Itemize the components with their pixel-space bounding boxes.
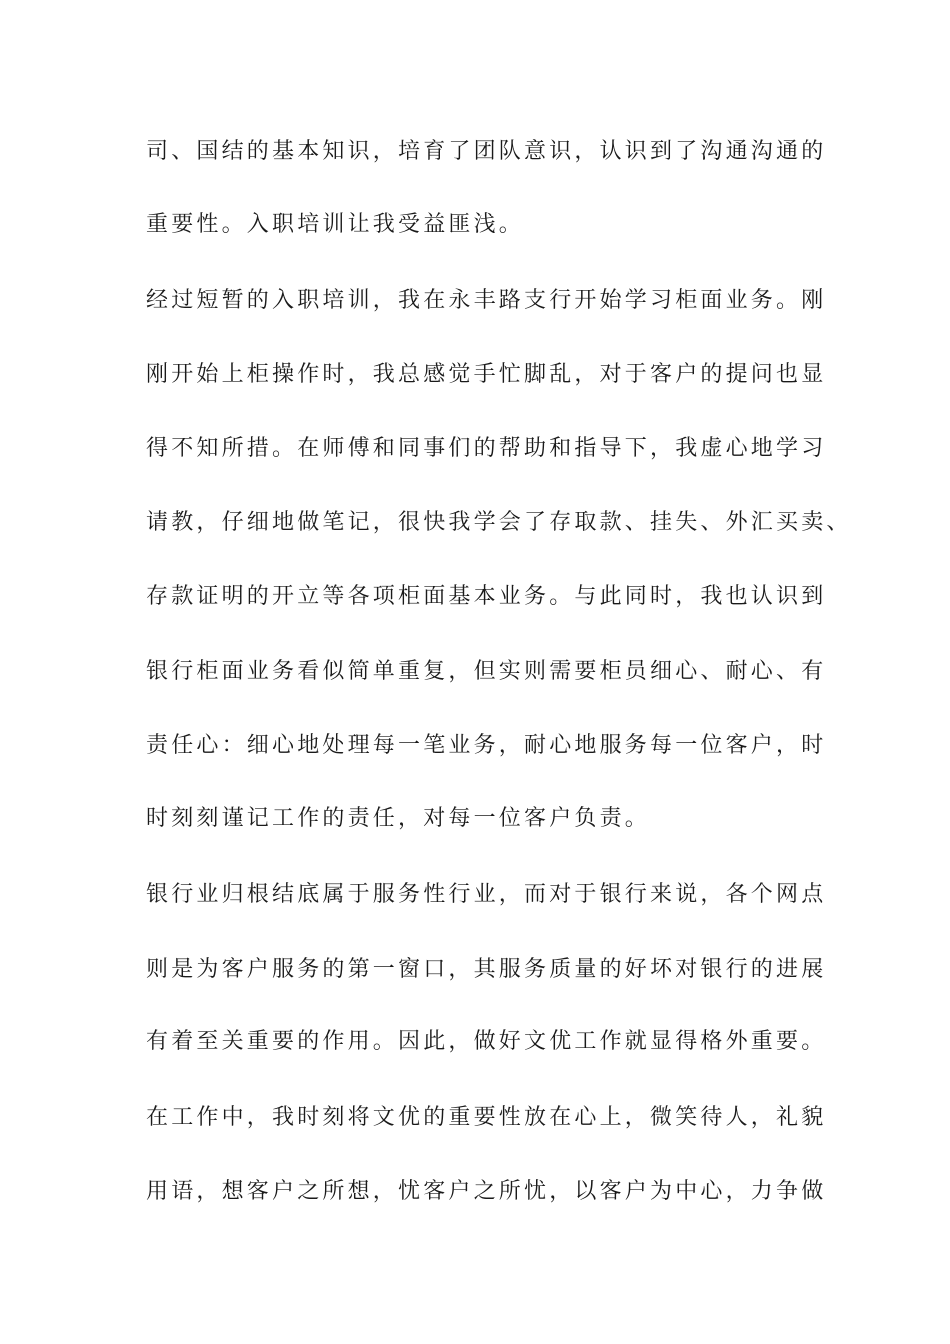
text-line: 刚开始上柜操作时，我总感觉手忙脚乱，对于客户的提问也显	[146, 362, 827, 387]
text-line: 银行业归根结底属于服务性行业，而对于银行来说，各个网点	[146, 882, 827, 907]
text-line: 银行柜面业务看似简单重复，但实则需要柜员细心、耐心、有	[146, 659, 827, 684]
text-line: 有着至关重要的作用。因此，做好文优工作就显得格外重要。	[146, 1029, 827, 1054]
text-line: 请教，仔细地做笔记，很快我学会了存取款、挂失、外汇买卖、	[146, 510, 852, 535]
text-line: 用语，想客户之所想，忧客户之所忧，以客户为中心，力争做	[146, 1179, 827, 1204]
text-line: 司、国结的基本知识，培育了团队意识，认识到了沟通沟通的	[146, 139, 827, 164]
text-line: 则是为客户服务的第一窗口，其服务质量的好坏对银行的进展	[146, 957, 827, 982]
text-line: 责任心：细心地处理每一笔业务，耐心地服务每一位客户，时	[146, 733, 827, 758]
text-line: 经过短暂的入职培训，我在永丰路支行开始学习柜面业务。刚	[146, 288, 827, 313]
text-line: 在工作中，我时刻将文优的重要性放在心上，微笑待人，礼貌	[146, 1105, 827, 1130]
text-line: 存款证明的开立等各项柜面基本业务。与此同时，我也认识到	[146, 584, 827, 609]
text-line: 时刻刻谨记工作的责任，对每一位客户负责。	[146, 806, 651, 831]
text-line: 重要性。入职培训让我受益匪浅。	[146, 212, 525, 237]
text-line: 得不知所措。在师傅和同事们的帮助和指导下，我虚心地学习	[146, 436, 827, 461]
